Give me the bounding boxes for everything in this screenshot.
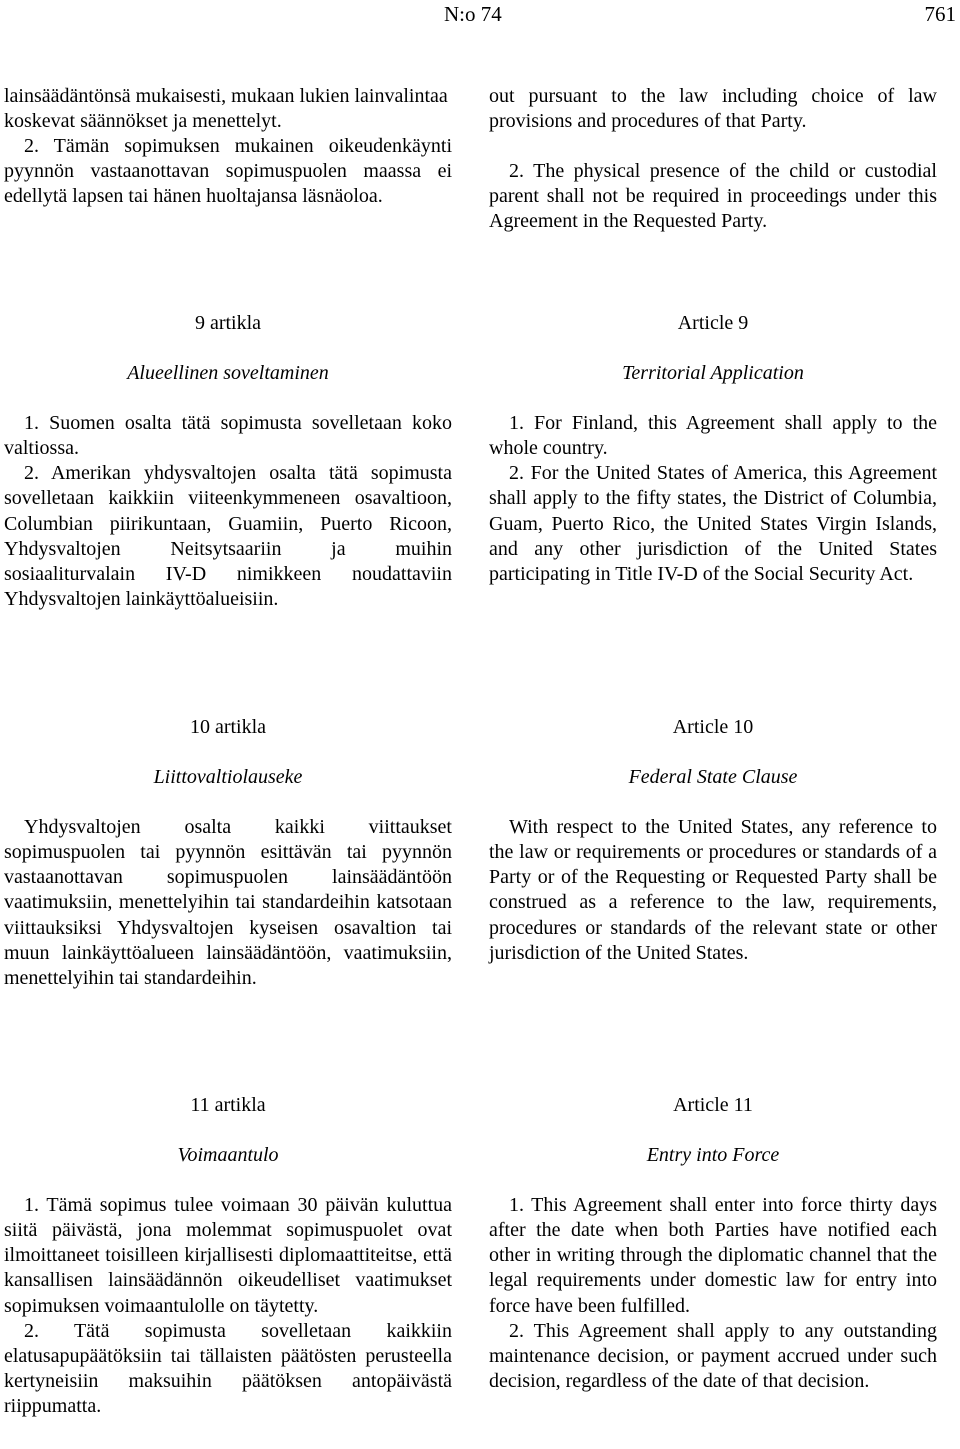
- paragraph: 1. Tämä sopimus tulee voimaan 30 päivän kuluttua siitä päivästä, jona molemmat sopimuspuolet ovat ilmoittaneet toisilleen kirjallisesti diplomaattiteitse, että kansallisen lainsäädännön oikeudelliset vaatimukset sopimuksen voimaantulolle on täytetty.: [4, 1194, 452, 1317]
- article-heading: Article 10: [672, 716, 754, 738]
- paragraph: 1. This Agreement shall enter into force thirty days after the date when both Parties have notified each other in writing through the diplomatic channel that the legal requirements under domestic law for entry into force have been fulfilled.: [489, 1194, 937, 1317]
- article-heading: Article 9: [677, 312, 749, 334]
- article-9-en: [489, 311, 937, 587]
- paragraph: 2. The physical presence of the child or custodial parent shall not be required in proceedings under this Agreement in the Requested Party.: [489, 160, 937, 233]
- article-10-fi: [4, 715, 452, 991]
- paragraph: 2. Amerikan yhdysvaltojen osalta tätä sopimusta sovelletaan kaikkiin viiteenkymmeneen osavaltioon, Columbian piirikuntaan, Guamiin, Puerto Ricoon, Yhdysvaltojen Neitsytsaariin ja muihin sosiaaliturvalain IV-D nimikkeen noudattaviin Yhdysvaltojen lainkäyttöalueisiin.: [4, 462, 452, 610]
- article-title: Voimaantulo: [177, 1144, 279, 1167]
- article-heading: 10 artikla: [189, 716, 267, 738]
- en-continuation: [489, 84, 937, 234]
- paragraph: 2. Tämän sopimuksen mukainen oikeudenkäynti pyynnön vastaanottavan sopimuspuolen maassa ei edellytä lapsen tai hänen huoltajansa läsnäoloa.: [4, 135, 452, 208]
- paragraph: 1. Suomen osalta tätä sopimusta sovelletaan koko valtiossa.: [4, 412, 452, 460]
- article-heading: 9 artikla: [194, 312, 262, 334]
- fi-continuation: [4, 84, 452, 209]
- page-header: [0, 0, 960, 36]
- article-11-fi: [4, 1093, 452, 1419]
- article-11-en: [489, 1093, 937, 1394]
- article-title: Alueellinen soveltaminen: [127, 362, 329, 385]
- paragraph: 1. For Finland, this Agreement shall apply to the whole country.: [489, 412, 937, 460]
- paragraph: lainsäädäntönsä mukaisesti, mukaan lukien lainvalintaa koskevat säännökset ja menettelyt.: [4, 85, 448, 133]
- article-title: Territorial Application: [622, 362, 804, 385]
- paragraph: 2. This Agreement shall apply to any outstanding maintenance decision, or payment accrued under such decision, regardless of the date of that decision.: [489, 1319, 937, 1392]
- article-title: Entry into Force: [646, 1144, 780, 1167]
- page-number: 761: [924, 2, 956, 26]
- article-title: Federal State Clause: [628, 766, 798, 789]
- article-heading: 11 artikla: [190, 1094, 266, 1116]
- paragraph: 2. Tätä sopimusta sovelletaan kaikkiin elatusapupäätöksiin tai tällaisten päätösten perusteella kertyneisiin maksuihin päätöksen antopäivästä riippumatta.: [4, 1319, 452, 1417]
- article-10-en: [489, 715, 937, 966]
- article-9-fi: [4, 311, 452, 612]
- article-title: Liittovaltiolauseke: [153, 766, 303, 789]
- paragraph: Yhdysvaltojen osalta kaikki viittaukset sopimuspuolen tai pyynnön esittävän tai pyynnön vastaanottavan sopimuspuolen lainsäädäntöön vaatimuksiin, menettelyihin tai standardeihin katsotaan viittauksiksi Yhdysvaltojen kyseisen osavaltion tai muun lainkäyttöalueen lainsäädäntöön, vaatimuksiin, menettelyihin tai standardeihin.: [4, 816, 452, 989]
- paragraph: With respect to the United States, any reference to the law or requirements or procedures or standards of a Party or of the Requesting or Requested Party shall be construed as a reference to the law, requirements, procedures or standards of the relevant state or other jurisdiction of the United States.: [489, 816, 937, 964]
- paragraph: out pursuant to the law including choice of law provisions and procedures of that Party.: [489, 85, 937, 133]
- paragraph: 2. For the United States of America, this Agreement shall apply to the fifty states, the District of Columbia, Guam, Puerto Rico, the United States Virgin Islands, and any other jurisdiction of the United States participating in Title IV-D of the Social Security Act.: [489, 462, 937, 585]
- article-heading: Article 11: [673, 1094, 753, 1116]
- gazette-number: N:o 74: [444, 2, 502, 26]
